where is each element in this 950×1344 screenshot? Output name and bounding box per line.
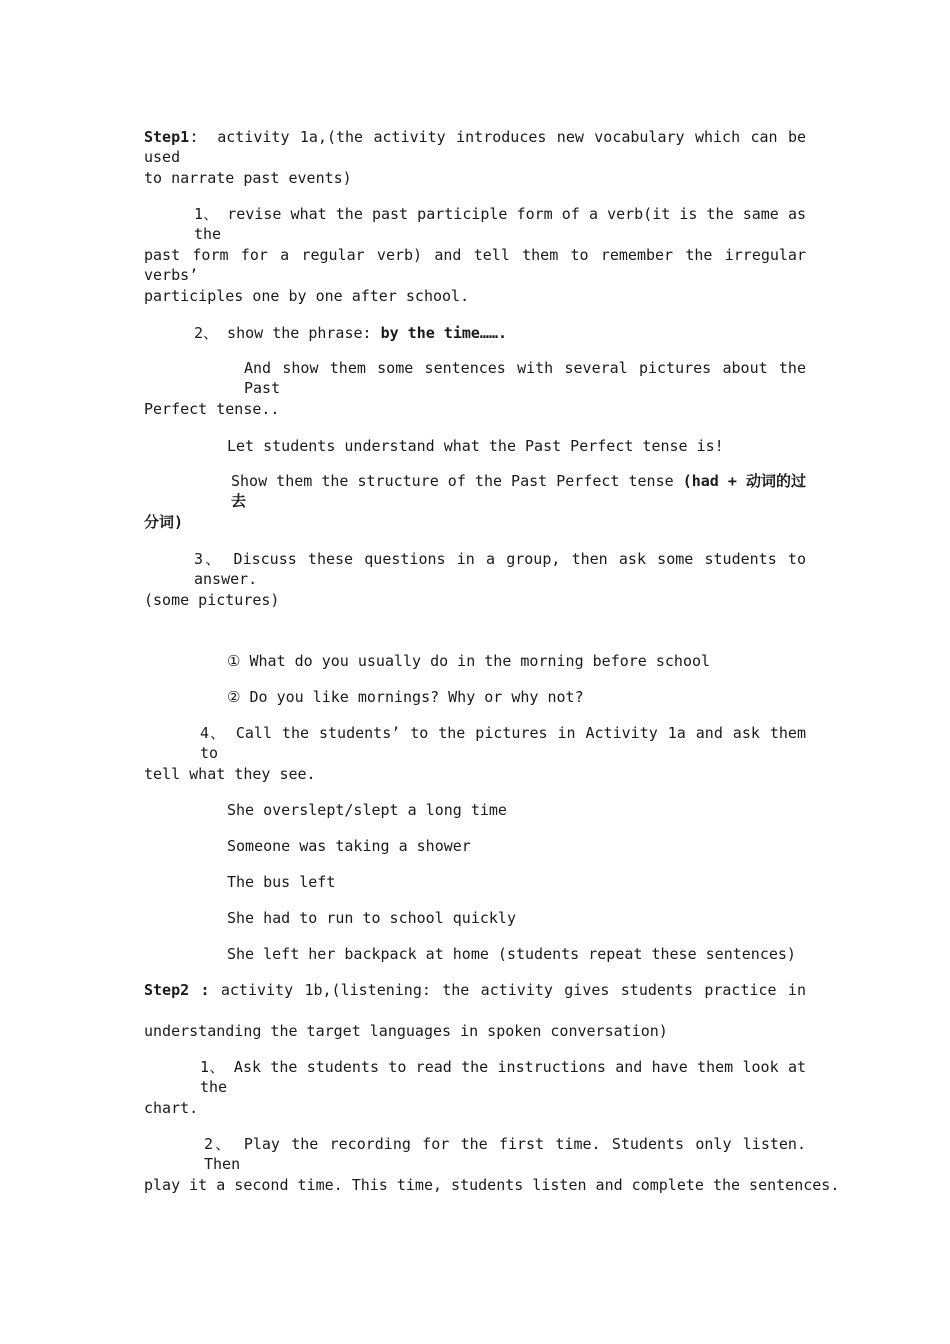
item4-sentence1: She overslept/slept a long time [227,801,507,819]
step2-item1-line2: chart. [144,1099,199,1117]
step2-item2-line1: 2、 Play the recording for the first time. Students only listen. Then [204,1135,806,1173]
step1-label: Step1： [144,128,207,146]
item3-question1: ① What do you usually do in the morning before school [227,652,711,670]
step2-label: Step2 : [144,981,210,999]
step1-line2: to narrate past events) [144,169,352,187]
step1-line [144,127,807,166]
item3-question2: ② Do you like mornings? Why or why not? [227,688,584,706]
item4-sentence2: Someone was taking a shower [227,837,471,855]
item2-phrase: by the time……. [380,324,508,342]
item1-line2: past form for a regular verb) and tell them to remember the irregular verbs’ [144,246,806,284]
step1-text: activity 1a,(the activity introduces new vocabulary which can be used [144,128,807,166]
item2-line4: Let students understand what the Past Perfect tense is! [227,437,724,455]
item1-line1: 1、 revise what the past participle form of a verb(it is the same as the [194,205,806,243]
item3-line2: (some pictures) [144,591,280,609]
item4-sentence4: She had to run to school quickly [227,909,516,927]
item2-line1 [194,323,806,343]
step2-item2-line2: play it a second time. This time, students listen and complete the sentences. [144,1176,840,1194]
item1-line3: participles one by one after school. [144,287,470,305]
step2-line [144,980,806,1000]
item2-line3: Perfect tense.. [144,400,280,418]
item2-line2: And show them some sentences with several pictures about the Past [244,359,806,397]
step2-line2: understanding the target languages in spoken conversation) [144,1022,668,1040]
item4-line2: tell what they see. [144,765,316,783]
step2-item1-line1: 1、 Ask the students to read the instructions and have them look at the [200,1058,806,1096]
item2-line5 [231,471,807,510]
item2-line6: 分词) [144,513,184,531]
item3-line1: 3、 Discuss these questions in a group, then ask some students to answer. [194,550,806,588]
item2-structure-text: Show them the structure of the Past Perfect tense [231,472,683,490]
item4-sentence3: The bus left [227,873,336,891]
item2-prefix: 2、 show the phrase: [194,324,381,342]
item2-structure-formula: (had + 动词的过去 [231,472,807,510]
item4-line1: 4、 Call the students’ to the pictures in Activity 1a and ask them to [200,724,806,762]
step2-text: activity 1b,(listening: the activity gives students practice in [220,981,806,999]
item4-sentence5: She left her backpack at home (students repeat these sentences) [227,945,796,963]
